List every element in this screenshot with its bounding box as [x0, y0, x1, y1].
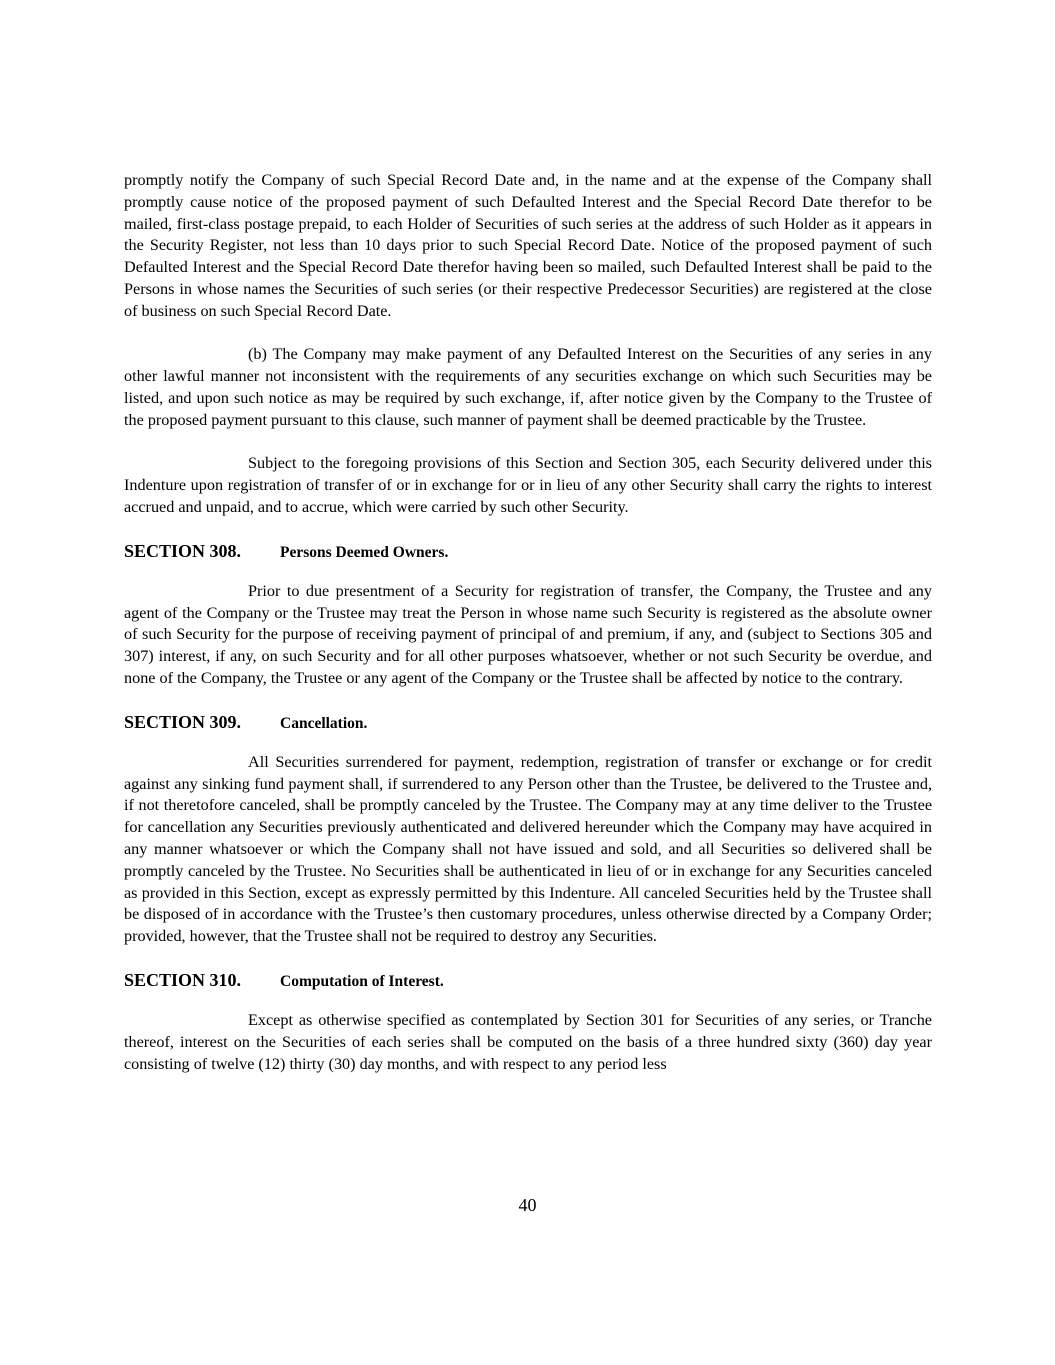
section-heading [124, 969, 932, 993]
section-number: SECTION 309. [124, 711, 242, 732]
section-number: SECTION 308. [124, 540, 242, 561]
document-page [124, 170, 932, 1075]
page-number: 40 [518, 1195, 537, 1215]
body-paragraph: (b) The Company may make payment of any Defaulted Interest on the Securities of any series in any other lawful manner not inconsistent with the requirements of any securities exchange on which such Securities may be listed, and upon such notice as may be required by such exchange, if, after notice given by the Company to the Trustee of the proposed payment pursuant to this clause, such manner of payment shall be deemed practicable by the Trustee. [124, 345, 932, 429]
body-paragraph: promptly notify the Company of such Special Record Date and, in the name and at the expense of the Company shall promptly cause notice of the proposed payment of such Defaulted Interest and the Special Record Date therefor to be mailed, first-class postage prepaid, to each Holder of Securities of such series at the address of such Holder as it appears in the Security Register, not less than 10 days prior to such Special Record Date. Notice of the proposed payment of such Defaulted Interest and the Special Record Date therefor having been so mailed, such Defaulted Interest shall be paid to the Persons in whose names the Securities of such series (or their respective Predecessor Securities) are registered at the close of business on such Special Record Date. [124, 171, 932, 320]
body-paragraph: Subject to the foregoing provisions of this Section and Section 305, each Security delivered under this Indenture upon registration of transfer of or in exchange for or in lieu of any other Security shall carry the rights to interest accrued and unpaid, and to accrue, which were carried by such other Security. [124, 454, 932, 516]
section-title: Computation of Interest. [280, 972, 444, 990]
section-heading [124, 711, 932, 735]
section-body: Except as otherwise specified as contemplated by Section 301 for Securities of any series, or Tranche thereof, interest on the Securities of each series shall be computed on the basis of a three hundred sixty (360) day year consisting of twelve (12) thirty (30) day months, and with respect to any period less [124, 1010, 932, 1073]
section-number: SECTION 310. [124, 969, 242, 990]
section-title: Persons Deemed Owners. [280, 543, 449, 561]
section-heading [124, 540, 932, 564]
section-title: Cancellation. [280, 714, 368, 732]
section-body: Prior to due presentment of a Security for registration of transfer, the Company, the Trustee and any agent of the Company or the Trustee may treat the Person in whose name such Security is registered as the absolute owner of such Security for the purpose of receiving payment of principal of and premium, if any, and (subject to Sections 305 and 307) interest, if any, on such Security and for all other purposes whatsoever, whether or not such Security be overdue, and none of the Company, the Trustee or any agent of the Company or the Trustee shall be affected by notice to the contrary. [124, 581, 932, 687]
section-body: All Securities surrendered for payment, redemption, registration of transfer or exchange or for credit against any sinking fund payment shall, if surrendered to any Person other than the Trustee, be delivered to the Trustee and, if not theretofore canceled, shall be promptly canceled by the Trustee. The Company may at any time deliver to the Trustee for cancellation any Securities previously authenticated and delivered hereunder which the Company may have acquired in any manner whatsoever or which the Company shall not have issued and sold, and all Securities so delivered shall be promptly canceled by the Trustee. No Securities shall be authenticated in lieu of or in exchange for any Securities canceled as provided in this Section, except as expressly permitted by this Indenture. All canceled Securities held by the Trustee shall be disposed of in accordance with the Trustee’s then customary procedures, unless otherwise directed by a Company Order; provided, however, that the Trustee shall not be required to destroy any Securities. [124, 752, 932, 946]
